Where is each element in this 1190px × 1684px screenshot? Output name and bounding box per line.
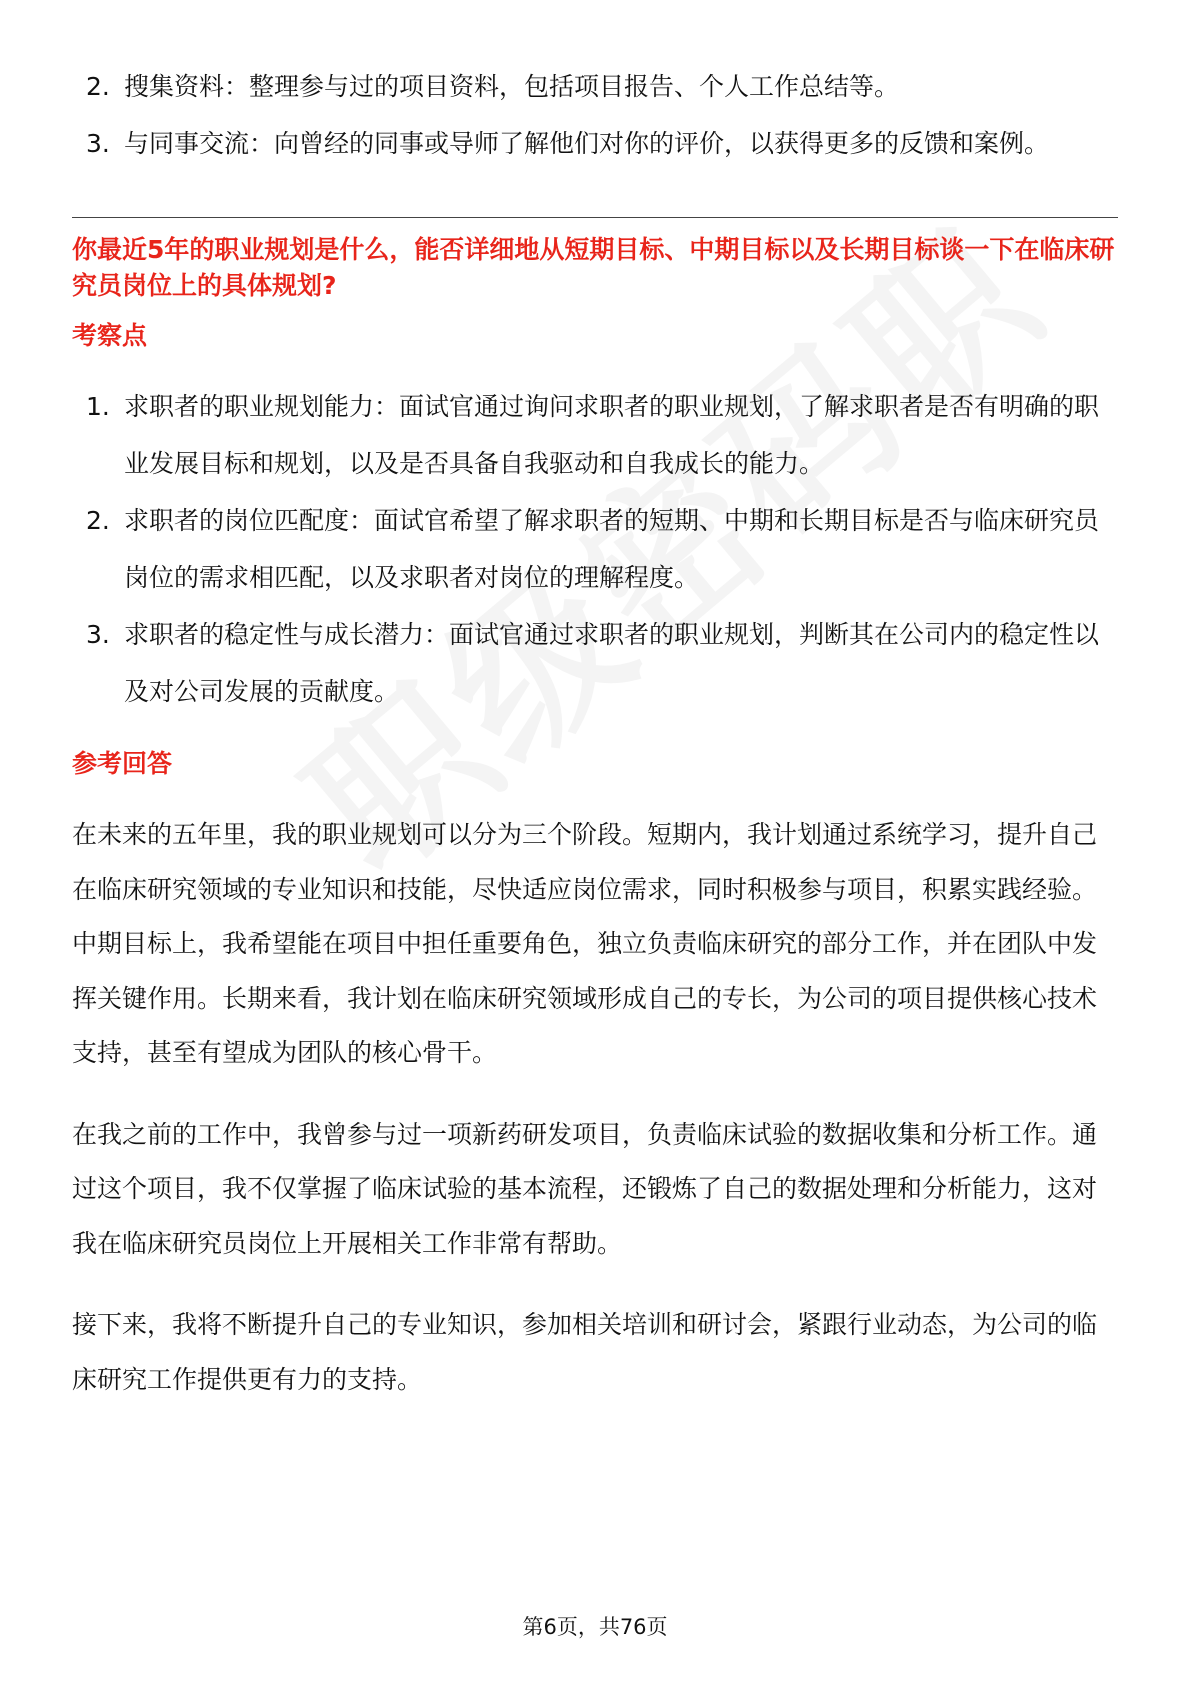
assessment-title: 考察点	[72, 321, 148, 350]
answer-paragraph: 接下来，我将不断提升自己的专业知识，参加相关培训和研讨会，紧跟行业动态，为公司的临床研究工作提供更有力的支持。	[72, 1310, 1098, 1394]
list-item-number: 2.	[86, 506, 110, 535]
list-item	[72, 606, 1118, 720]
list-item-number: 1.	[86, 392, 110, 421]
list-item-number: 2.	[86, 72, 110, 101]
page-content	[72, 58, 1118, 1407]
list-item	[72, 115, 1118, 172]
list-item	[72, 378, 1118, 492]
answer-title: 参考回答	[72, 749, 173, 778]
assessment-list	[72, 378, 1118, 720]
interview-question: 你最近5年的职业规划是什么，能否详细地从短期目标、中期目标以及长期目标谈一下在临床研究员岗位上的具体规划?	[72, 235, 1115, 300]
page-number: 第6页，共76页	[522, 1615, 668, 1639]
section-divider	[72, 217, 1118, 218]
answer-body	[72, 808, 1118, 1407]
answer-paragraph: 在我之前的工作中，我曾参与过一项新药研发项目，负责临床试验的数据收集和分析工作。通过这个项目，我不仅掌握了临床试验的基本流程，还锻炼了自己的数据处理和分析能力，这对我在临床研究员岗位上开展相关工作非常有帮助。	[72, 1119, 1098, 1258]
list-item	[72, 492, 1118, 606]
list-item	[72, 58, 1118, 115]
answer-paragraph: 在未来的五年里，我的职业规划可以分为三个阶段。短期内，我计划通过系统学习，提升自己在临床研究领域的专业知识和技能，尽快适应岗位需求，同时积极参与项目，积累实践经验。中期目标上，我希望能在项目中担任重要角色，独立负责临床研究的部分工作，并在团队中发挥关键作用。长期来看，我计划在临床研究领域形成自己的专长，为公司的项目提供核心技术支持，甚至有望成为团队的核心骨干。	[72, 820, 1098, 1067]
list-item-text: 搜集资料：整理参与过的项目资料，包括项目报告、个人工作总结等。	[124, 72, 900, 101]
list-item-text: 与同事交流：向曾经的同事或导师了解他们对你的评价，以获得更多的反馈和案例。	[124, 129, 1050, 158]
continued-list	[72, 58, 1118, 172]
list-item-number: 3.	[86, 129, 110, 158]
list-item-number: 3.	[86, 620, 110, 649]
list-item-text: 求职者的稳定性与成长潜力：面试官通过求职者的职业规划，判断其在公司内的稳定性以及对公司发展的贡献度。	[124, 620, 1100, 706]
list-item-text: 求职者的职业规划能力：面试官通过询问求职者的职业规划，了解求职者是否有明确的职业发展目标和规划，以及是否具备自我驱动和自我成长的能力。	[124, 392, 1100, 478]
list-item-text: 求职者的岗位匹配度：面试官希望了解求职者的短期、中期和长期目标是否与临床研究员岗位的需求相匹配，以及求职者对岗位的理解程度。	[124, 506, 1100, 592]
